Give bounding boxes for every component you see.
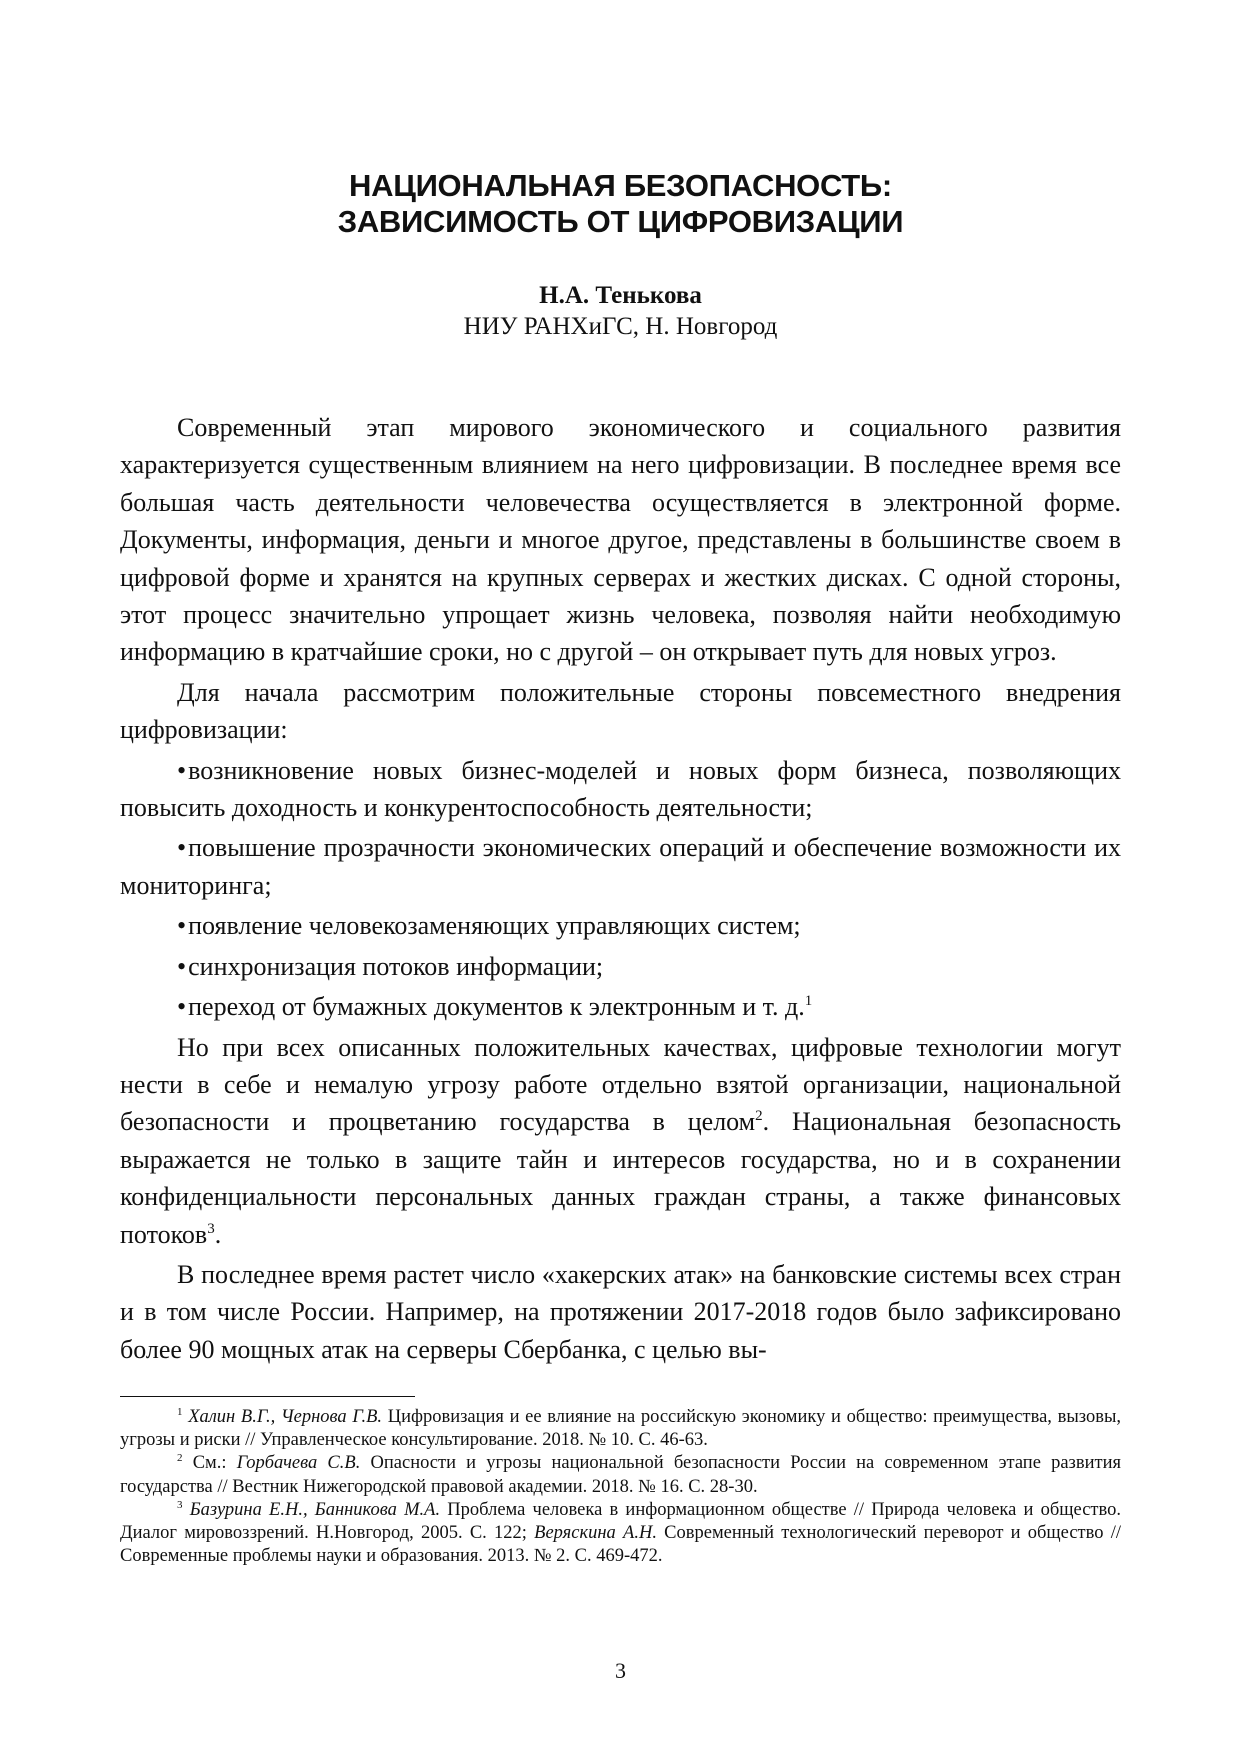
footnote-ref-2[interactable]: 2 (755, 1108, 763, 1125)
footnote-divider (120, 1396, 415, 1397)
footnote-prefix: См.: (192, 1453, 237, 1474)
bullet-icon: • (177, 992, 187, 1022)
bullet-item (120, 948, 1121, 985)
paragraph-hacker-attacks: В последнее время растет число «хакерских атак» на банковские системы всех стран и в том числе России. Например, на протяжении 2017-2018 годов было зафиксировано более 90 мощных атак на серверы Сбербанка, с целью вы- (120, 1259, 1121, 1364)
bullet-icon: • (177, 951, 187, 981)
bullet-icon: • (177, 911, 187, 941)
footnote-1 (120, 1406, 1121, 1452)
footnote-text: Опасности и угрозы национальной безопасности России на современном этапе развития государства // Вестник Нижегородской правовой академии. 2018. № 16. С. 28-30. (120, 1453, 1121, 1497)
paragraph-threats-part-c: . (214, 1219, 222, 1249)
bullet-item (120, 988, 1121, 1025)
bullet-item (120, 829, 1121, 904)
footnote-3 (120, 1499, 1121, 1569)
body-text (120, 409, 1121, 1371)
bullet-text: синхронизация потоков информации; (188, 951, 604, 981)
bullet-icon: • (177, 755, 187, 785)
paper-title-line-2: ЗАВИСИМОСТЬ ОТ ЦИФРОВИЗАЦИИ (337, 204, 904, 239)
bullet-text: переход от бумажных документов к электронным и т. д. (188, 992, 805, 1022)
footnote-number: 2 (177, 1452, 183, 1465)
paragraph-positive-sides: Для начала рассмотрим положительные стороны повсеместного внедрения цифровизации: (120, 677, 1121, 745)
footnotes (120, 1406, 1121, 1568)
paragraph-threats-part-b: . Национальная безопасность выражается не только в защите тайн и интересов государства, но и в сохранении конфиденциальности персональных данных граждан страны, а также финансовых потоков (120, 1107, 1121, 1249)
page-number: 3 (615, 1658, 626, 1683)
footnote-number: 3 (177, 1498, 183, 1511)
footnote-authors-2: Веряскина А.Н. (534, 1523, 657, 1544)
bullet-text: возникновение новых бизнес-моделей и новых форм бизнеса, позволяющих повысить доходность и конкурентоспособность деятельности; (120, 755, 1121, 823)
footnote-ref-3[interactable]: 3 (207, 1220, 215, 1237)
footnote-2 (120, 1452, 1121, 1498)
footnote-number: 1 (177, 1406, 183, 1418)
author-name: Н.А. Тенькова (539, 282, 702, 309)
footnote-text: Цифровизация и ее влияние на российскую экономику и общество: преимущества, вызовы, угрозы и риски // Управленческое консультирование. 2018. № 10. С. 46-63. (120, 1407, 1122, 1451)
footnote-text: Проблема человека в информационном обществе // Природа человека и общество. Диалог мировоззрений. Н.Новгород, 2005. С. 122; (120, 1499, 1121, 1544)
bullet-item (120, 907, 1121, 944)
paragraph-threats-part-a: Но при всех описанных положительных качествах, цифровые технологии могут нести в себе и немалую угрозу работе отдельно взятой организации, национальной безопасности и процветанию государства в целом (120, 1032, 1121, 1137)
bullet-text: повышение прозрачности экономических операций и обеспечение возможности их мониторинга; (120, 833, 1121, 900)
paragraph-intro: Современный этап мирового экономического и социального развития характеризуется существенным влиянием на него цифровизации. В последнее время все большая часть деятельности человечества осуществляется в электронной форме. Документы, информация, деньги и многое другое, представлены в большинстве своем в цифровой форме и хранятся на крупных серверах и жестких дисках. С одной стороны, этот процесс значительно упрощает жизнь человека, позволяя найти необходимую информацию в кратчайшие сроки, но с другой – он открывает путь для новых угроз. (120, 413, 1121, 667)
footnote-ref-1[interactable]: 1 (804, 993, 813, 1010)
bullet-text: появление человекозаменяющих управляющих систем; (188, 911, 801, 941)
bullet-item (120, 752, 1121, 827)
paper-title-line-1: НАЦИОНАЛЬНАЯ БЕЗОПАСНОСТЬ: (349, 168, 892, 203)
footnote-authors: Горбачева С.В. (236, 1453, 361, 1474)
footnote-authors: Халин В.Г., Чернова Г.В. (188, 1407, 383, 1427)
paragraph-threats (120, 1029, 1121, 1253)
footnote-text-2: Современный технологический переворот и общество // Современные проблемы науки и образования. 2013. № 2. С. 469-472. (120, 1523, 1122, 1567)
bullet-icon: • (177, 833, 187, 863)
footnote-authors: Базурина Е.Н., Банникова М.А. (189, 1499, 441, 1520)
author-affiliation: НИУ РАНХиГС, Н. Новгород (463, 313, 778, 340)
